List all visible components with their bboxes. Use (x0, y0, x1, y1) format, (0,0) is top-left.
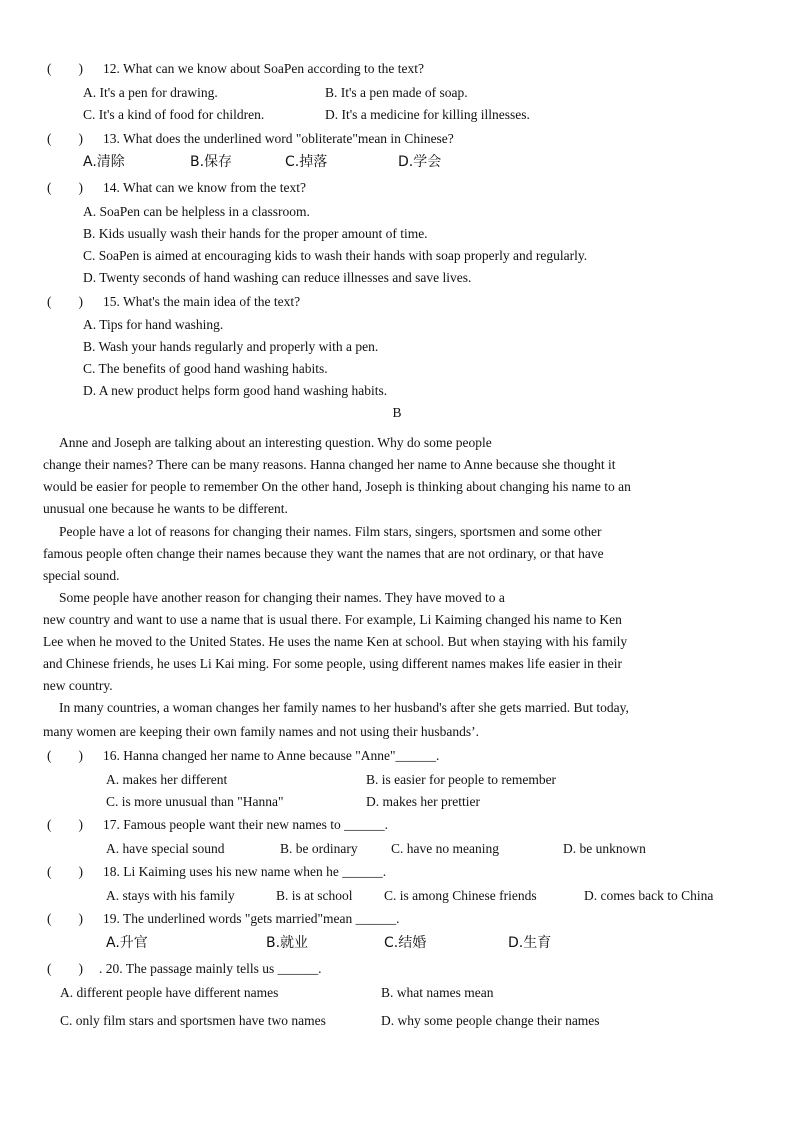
option-b: B. Kids usually wash their hands for the proper amount of time. (83, 226, 428, 241)
option-d: D. why some people change their names (381, 1013, 600, 1028)
question-12 (47, 60, 424, 78)
option-a: A. It's a pen for drawing. (83, 85, 218, 100)
option-c: C. The benefits of good hand washing habits. (83, 361, 328, 376)
passage-line: change their names? There can be many reasons. Hanna changed her name to Anne because she thought it (43, 457, 616, 472)
question-20 (47, 960, 321, 978)
passage-line: new country and want to use a name that is usual there. For example, Li Kaiming changed his name to Ken (43, 612, 622, 627)
option-a: A.升官 (106, 935, 148, 951)
option-a: A. makes her different (106, 772, 228, 787)
answer-blank[interactable]: ( ) (47, 961, 83, 976)
option-b: B.就业 (266, 935, 309, 951)
option-a: A. SoaPen can be helpless in a classroom. (83, 204, 310, 219)
option-a: A. Tips for hand washing. (83, 317, 224, 332)
option-b: B. Wash your hands regularly and properly with a pen. (83, 339, 379, 354)
question-stem: 13. What does the underlined word "obliterate"mean in Chinese? (103, 131, 454, 146)
passage-line: In many countries, a woman changes her family names to her husband's after she gets married. But today, (59, 700, 629, 715)
answer-blank[interactable]: ( ) (47, 180, 83, 195)
answer-blank[interactable]: ( ) (47, 864, 83, 879)
question-stem: 14. What can we know from the text? (103, 180, 306, 195)
question-13 (47, 130, 454, 148)
question-stem: 15. What's the main idea of the text? (103, 294, 301, 309)
option-b: B.保存 (190, 154, 233, 170)
option-b: B. is at school (276, 888, 353, 903)
question-16 (47, 747, 439, 765)
option-a: A. have special sound (106, 841, 225, 856)
answer-blank[interactable]: ( ) (47, 294, 83, 309)
option-c: C. SoaPen is aimed at encouraging kids to wash their hands with soap properly and regularly. (83, 248, 588, 263)
answer-blank[interactable]: ( ) (47, 911, 83, 926)
option-d: D. A new product helps form good hand washing habits. (83, 383, 388, 398)
option-c: C. is among Chinese friends (384, 888, 537, 903)
answer-blank[interactable]: ( ) (47, 748, 83, 763)
option-d: D.生育 (508, 935, 552, 951)
passage-line: special sound. (43, 568, 120, 583)
option-c: C. only film stars and sportsmen have two names (60, 1013, 326, 1028)
question-stem: 12. What can we know about SoaPen according to the text? (103, 61, 425, 76)
option-b: B. is easier for people to remember (366, 772, 557, 787)
question-stem: 16. Hanna changed her name to Anne because "Anne"______. (103, 748, 440, 763)
option-d: D. be unknown (563, 841, 646, 856)
option-b: B. what names mean (381, 985, 494, 1000)
passage-line: People have a lot of reasons for changing their names. Film stars, singers, sportsmen and some other (59, 524, 602, 539)
passage-line: famous people often change their names because they want the names that are not ordinary, or that have (43, 546, 604, 561)
passage-line: unusual one because he wants to be different. (43, 501, 288, 516)
passage-line: Lee when he moved to the United States. He uses the name Ken at school. But when staying with his family (43, 634, 628, 649)
question-14 (47, 179, 306, 197)
question-stem: 18. Li Kaiming uses his new name when he ______. (103, 864, 387, 879)
option-c: C.掉落 (285, 154, 328, 170)
question-18 (47, 863, 386, 881)
passage-line: and Chinese friends, he uses Li Kai ming. For some people, using different names makes life easier in their (43, 656, 622, 671)
question-19 (47, 910, 399, 928)
option-b: B. be ordinary (280, 841, 358, 856)
question-stem: 17. Famous people want their new names to ______. (103, 817, 388, 832)
option-a: A. different people have different names (60, 985, 279, 1000)
passage-line: new country. (43, 678, 113, 693)
question-17 (47, 816, 388, 834)
passage-line: many women are keeping their own family names and not using their husbands’. (43, 724, 480, 739)
option-d: D. It's a medicine for killing illnesses. (325, 107, 530, 122)
passage-line: Anne and Joseph are talking about an interesting question. Why do some people (59, 435, 492, 450)
option-d: D.学会 (398, 154, 442, 170)
answer-blank[interactable]: ( ) (47, 61, 83, 76)
option-a: A.清除 (83, 154, 125, 170)
option-c: C.结婚 (384, 935, 427, 951)
option-d: D. makes her prettier (366, 794, 480, 809)
passage-line: Some people have another reason for changing their names. They have moved to a (59, 590, 505, 605)
section-heading: B (392, 405, 402, 420)
option-c: C. It's a kind of food for children. (83, 107, 265, 122)
question-15 (47, 293, 300, 311)
question-stem: 19. The underlined words "gets married"mean ______. (103, 911, 400, 926)
option-d: D. Twenty seconds of hand washing can reduce illnesses and save lives. (83, 270, 472, 285)
option-a: A. stays with his family (106, 888, 235, 903)
option-c: C. is more unusual than "Hanna" (106, 794, 284, 809)
option-b: B. It's a pen made of soap. (325, 85, 468, 100)
option-d: D. comes back to China (584, 888, 714, 903)
answer-blank[interactable]: ( ) (47, 131, 83, 146)
option-c: C. have no meaning (391, 841, 499, 856)
question-stem: . 20. The passage mainly tells us ______. (99, 961, 322, 976)
passage-line: would be easier for people to remember On the other hand, Joseph is thinking about changing his name to an (43, 479, 631, 494)
answer-blank[interactable]: ( ) (47, 817, 83, 832)
